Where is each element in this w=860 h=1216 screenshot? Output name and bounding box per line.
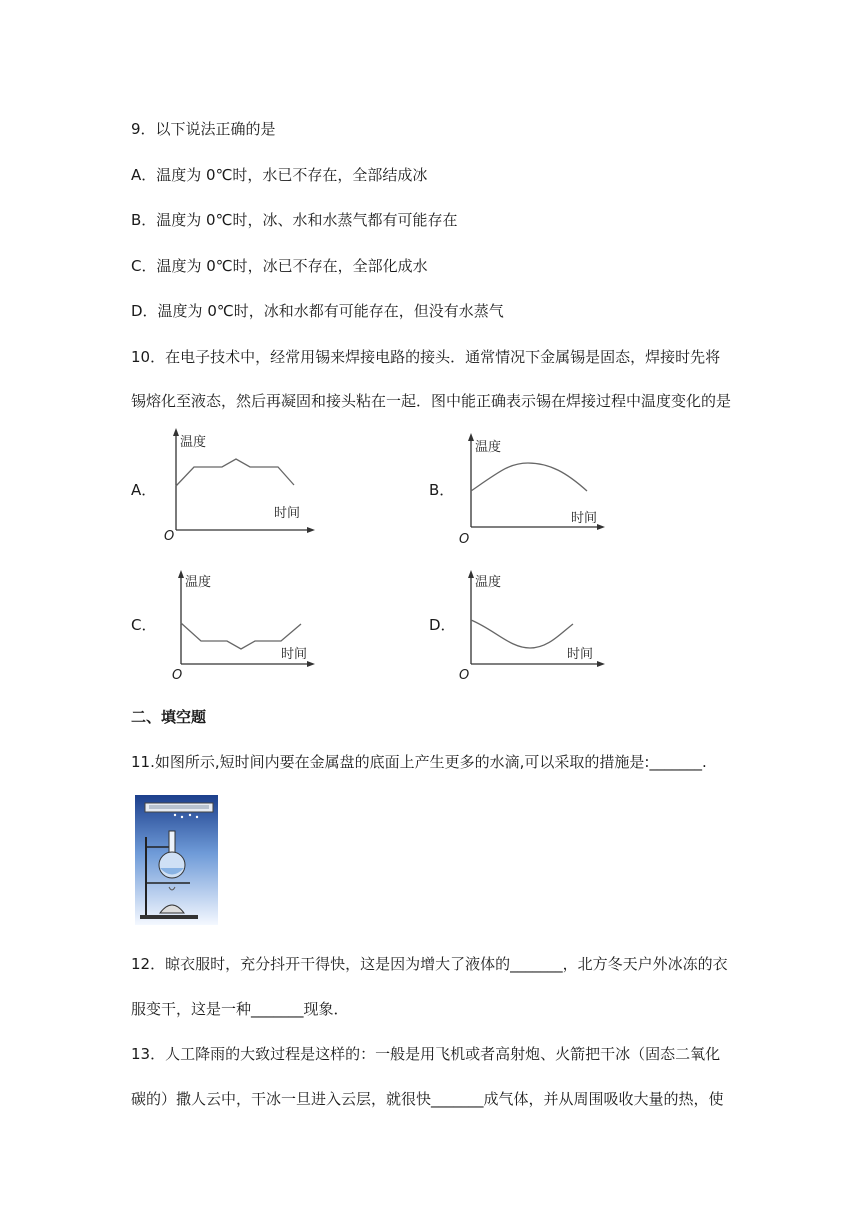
- q10-graph-b-letter: B．: [429, 481, 455, 499]
- q10-graph-c: [165, 568, 320, 683]
- q10-graph-d: [455, 568, 610, 683]
- q10-graph-a-letter: A．: [131, 481, 157, 499]
- graph-c-xlabel: 时间: [281, 647, 308, 662]
- graph-b-xlabel: 时间: [571, 511, 598, 526]
- q12-line2: 服变干，这是一种_______现象．: [131, 1000, 349, 1018]
- q9-option-c: C．温度为 0℃时，冰已不存在，全部化成水: [131, 257, 428, 275]
- q11-stem: 11.如图所示,短时间内要在金属盘的底面上产生更多的水滴,可以采取的措施是:_______.: [131, 753, 707, 771]
- q12-line1: 12．晾衣服时，充分抖开干得快，这是因为增大了液体的_______，北方冬天户外冰冻的衣: [131, 955, 728, 973]
- section-title: 二、填空题: [131, 708, 207, 726]
- graph-a-xlabel: 时间: [274, 506, 301, 521]
- q9-option-b: B．温度为 0℃时，冰、水和水蒸气都有可能存在: [131, 211, 458, 229]
- graph-d-origin: O: [459, 668, 470, 683]
- q10-graph-c-letter: C．: [131, 616, 157, 634]
- q9-stem: 9．以下说法正确的是: [131, 120, 276, 138]
- graph-b-origin: O: [459, 532, 470, 547]
- q11-apparatus-figure: [135, 795, 218, 925]
- graph-d-xlabel: 时间: [567, 647, 594, 662]
- q10-graph-b: [455, 431, 610, 549]
- graph-b-ylabel: 温度: [475, 440, 502, 455]
- graph-a-ylabel: 温度: [180, 435, 207, 450]
- graph-d-ylabel: 温度: [475, 575, 502, 590]
- q10-stem-line1: 10．在电子技术中，经常用锡来焊接电路的接头．通常情况下金属锡是固态，焊接时先将: [131, 348, 721, 366]
- graph-c-ylabel: 温度: [185, 575, 212, 590]
- q10-stem-line2: 锡熔化至液态，然后再凝固和接头粘在一起．图中能正确表示锡在焊接过程中温度变化的是: [131, 392, 732, 410]
- graph-c-origin: O: [172, 668, 183, 683]
- q9-option-a: A．温度为 0℃时，水已不存在，全部结成冰: [131, 166, 428, 184]
- graph-a-origin: O: [164, 529, 175, 544]
- q13-line2: 碳的）撒人云中，干冰一旦进入云层，就很快_______成气体，并从周围吸收大量的热，使: [131, 1090, 724, 1108]
- q10-graph-a: [160, 426, 320, 544]
- q13-line1: 13．人工降雨的大致过程是这样的：一般是用飞机或者高射炮、火箭把干冰（固态二氧化: [131, 1045, 721, 1063]
- q10-graph-d-letter: D．: [429, 616, 456, 634]
- q9-option-d: D．温度为 0℃时，冰和水都有可能存在，但没有水蒸气: [131, 302, 504, 320]
